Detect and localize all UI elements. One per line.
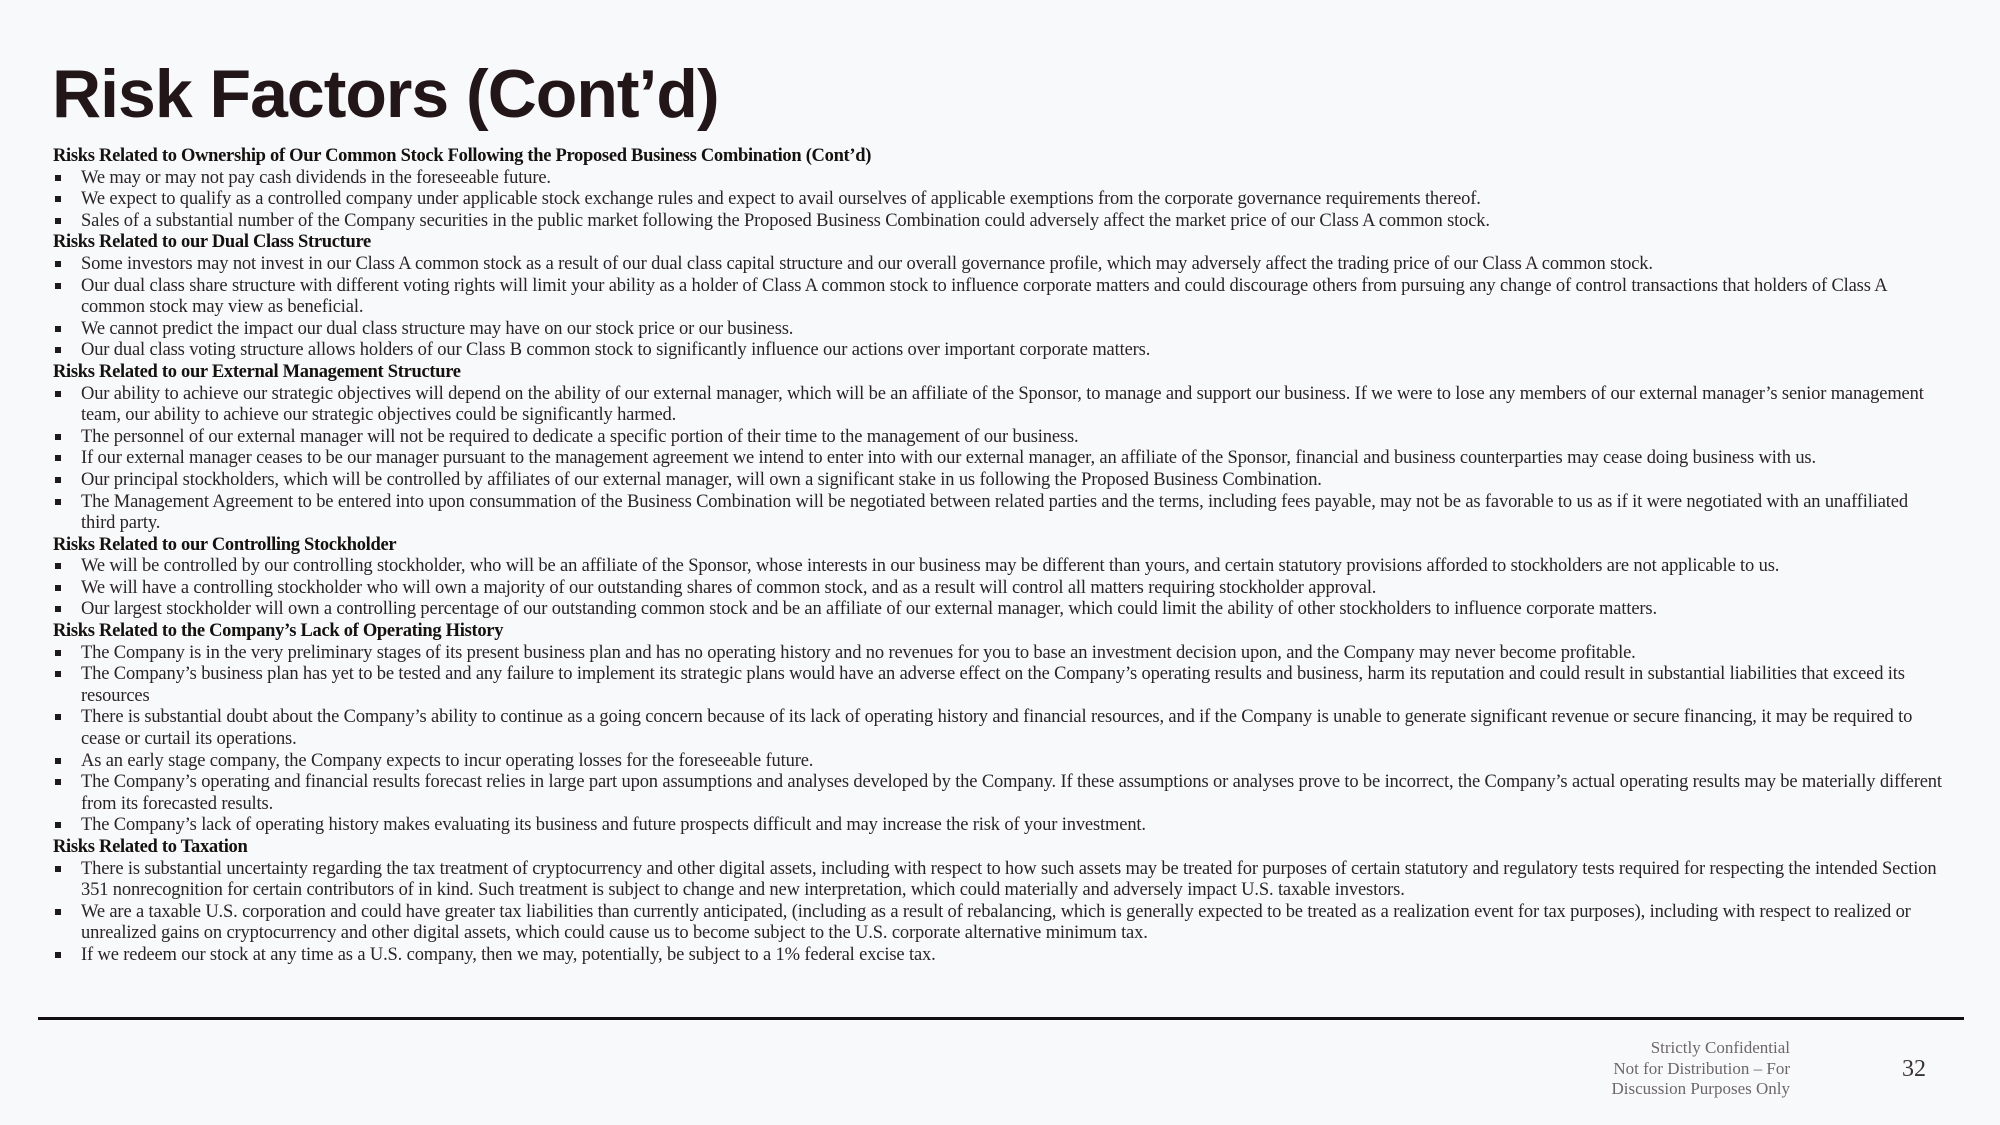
section-operating-history: [53, 621, 1943, 837]
bullet-item: There is substantial uncertainty regarding the tax treatment of cryptocurrency and other digital assets, including with respect to how such assets may be treated for purposes of certain statutory and regulatory tests required for respecting the intended Section 351 nonrecognition for certain contributors of in kind. Such treatment is subject to change and new interpretation, which could materially and adversely impact U.S. taxable investors.: [53, 859, 1943, 902]
bullet-item: Some investors may not invest in our Class A common stock as a result of our dual class capital structure and our overall governance profile, which may adversely affect the trading price of our Class A common stock.: [53, 254, 1943, 276]
bullet-item: The personnel of our external manager will not be required to dedicate a specific portion of their time to the management of our business.: [53, 427, 1943, 449]
section-heading: Risks Related to our External Management Structure: [53, 361, 461, 382]
bullet-item: The Management Agreement to be entered into upon consummation of the Business Combination will be negotiated between related parties and the terms, including fees payable, may not be as favorable to us as if it were negotiated with an unaffiliated third party.: [53, 492, 1943, 535]
bullet-list: [53, 254, 1943, 362]
bullet-list: [53, 384, 1943, 535]
bullet-item: Sales of a substantial number of the Company securities in the public market following the Proposed Business Combination could adversely affect the market price of our Class A common stock.: [53, 211, 1943, 233]
bullet-item: As an early stage company, the Company expects to incur operating losses for the foreseeable future.: [53, 751, 1943, 773]
bullet-item: We may or may not pay cash dividends in the foreseeable future.: [53, 168, 1943, 190]
section-taxation: [53, 837, 1943, 967]
bullet-item: If our external manager ceases to be our manager pursuant to the management agreement we intend to enter into with our external manager, an affiliate of the Sponsor, financial and business counterparties may cease doing business with us.: [53, 448, 1943, 470]
bullet-list: [53, 859, 1943, 967]
risk-factors-content: [53, 146, 1943, 967]
bullet-item: The Company’s operating and financial results forecast relies in large part upon assumptions and analyses developed by the Company. If these assumptions or analyses prove to be incorrect, the Company’s actual operating results may be materially different from its forecasted results.: [53, 772, 1943, 815]
bullet-item: Our dual class share structure with different voting rights will limit your ability as a holder of Class A common stock to influence corporate matters and could discourage others from pursuing any change of control transactions that holders of Class A common stock may view as beneficial.: [53, 276, 1943, 319]
bullet-item: Our ability to achieve our strategic objectives will depend on the ability of our external manager, which will be an affiliate of the Sponsor, to manage and support our business. If we were to lose any members of our external manager’s senior management team, our ability to achieve our strategic objectives could be significantly harmed.: [53, 384, 1943, 427]
bullet-item: We expect to qualify as a controlled company under applicable stock exchange rules and expect to avail ourselves of applicable exemptions from the corporate governance requirements thereof.: [53, 189, 1943, 211]
section-heading: Risks Related to Ownership of Our Common Stock Following the Proposed Business Combination (Cont’d): [53, 146, 872, 166]
bullet-list: [53, 643, 1943, 837]
footer-divider: [38, 1017, 1964, 1020]
bullet-item: The Company’s lack of operating history makes evaluating its business and future prospects difficult and may increase the risk of your investment.: [53, 815, 1943, 837]
bullet-item: Our principal stockholders, which will be controlled by affiliates of our external manager, will own a significant stake in us following the Proposed Business Combination.: [53, 470, 1943, 492]
bullet-list: [53, 168, 1943, 233]
bullet-item: There is substantial doubt about the Company’s ability to continue as a going concern because of its lack of operating history and financial resources, and if the Company is unable to generate significant revenue or secure financing, it may be required to cease or curtail its operations.: [53, 707, 1943, 750]
bullet-item: If we redeem our stock at any time as a U.S. company, then we may, potentially, be subject to a 1% federal excise tax.: [53, 945, 1943, 967]
confidentiality-notice: [1490, 1038, 1790, 1100]
bullet-item: We cannot predict the impact our dual class structure may have on our stock price or our business.: [53, 319, 1943, 341]
bullet-list: [53, 556, 1943, 621]
bullet-item: The Company is in the very preliminary stages of its present business plan and has no operating history and no revenues for you to base an investment decision upon, and the Company may never become profitable.: [53, 643, 1943, 665]
section-dual-class-structure: [53, 232, 1943, 362]
bullet-item: Our largest stockholder will own a controlling percentage of our outstanding common stock and be an affiliate of our external manager, which could limit the ability of other stockholders to influence corporate matters.: [53, 599, 1943, 621]
confidential-line: Discussion Purposes Only: [1611, 1079, 1790, 1098]
section-external-management: [53, 362, 1943, 535]
bullet-item: We will be controlled by our controlling stockholder, who will be an affiliate of the Sponsor, whose interests in our business may be different than yours, and certain statutory provisions afforded to stockholders are not applicable to us.: [53, 556, 1943, 578]
section-heading: Risks Related to our Controlling Stockholder: [53, 534, 397, 555]
section-heading: Risks Related to the Company’s Lack of Operating History: [53, 621, 504, 642]
bullet-item: We are a taxable U.S. corporation and could have greater tax liabilities than currently anticipated, (including as a result of rebalancing, which is generally expected to be treated as a realization event for tax purposes), including with respect to realized or unrealized gains on cryptocurrency and other digital assets, which could cause us to become subject to the U.S. corporate alternative minimum tax.: [53, 902, 1943, 945]
section-ownership-common-stock: [53, 146, 1943, 232]
bullet-item: Our dual class voting structure allows holders of our Class B common stock to significantly influence our actions over important corporate matters.: [53, 340, 1943, 362]
confidential-line: Not for Distribution – For: [1613, 1058, 1790, 1078]
page-title: Risk Factors (Cont’d): [52, 56, 719, 132]
page-number: 32: [1902, 1056, 1926, 1082]
section-heading: Risks Related to Taxation: [53, 837, 248, 857]
section-heading: Risks Related to our Dual Class Structure: [53, 232, 371, 253]
bullet-item: We will have a controlling stockholder who will own a majority of our outstanding shares of common stock, and as a result will control all matters requiring stockholder approval.: [53, 578, 1943, 600]
bullet-item: The Company’s business plan has yet to be tested and any failure to implement its strategic plans would have an adverse effect on the Company’s operating results and business, harm its reputation and could result in substantial liabilities that exceed its resources: [53, 664, 1943, 707]
confidential-line: Strictly Confidential: [1650, 1038, 1790, 1057]
section-controlling-stockholder: [53, 535, 1943, 621]
